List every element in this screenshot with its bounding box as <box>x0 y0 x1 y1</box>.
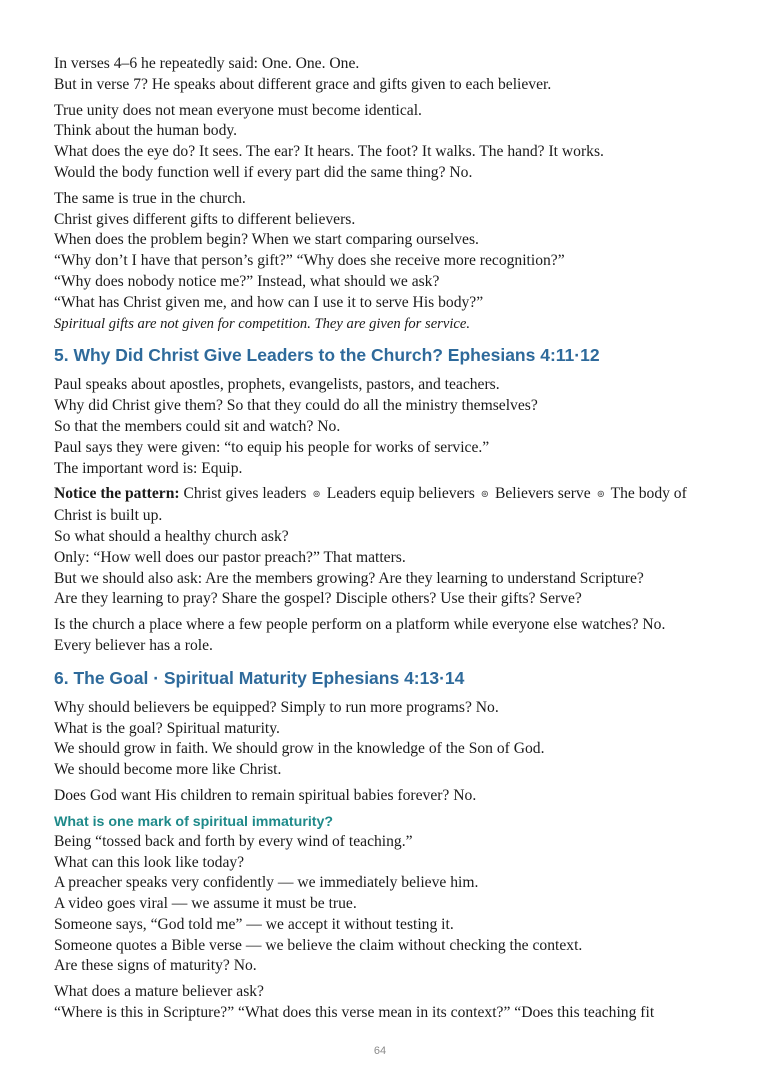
text-line: Why did Christ give them? So that they could do all the ministry themselves? <box>54 397 538 415</box>
italic-summary: Spiritual gifts are not given for competition. They are given for service. <box>54 315 470 332</box>
text-line: So that the members could sit and watch? No. <box>54 417 341 435</box>
pattern-label: Notice the pattern: <box>54 485 180 503</box>
text-line: What can this look like today? <box>54 853 245 871</box>
text-line: “What has Christ given me, and how can I use it to serve His body?” <box>54 293 484 311</box>
circle-arrow-icon: ⊚ <box>312 489 321 501</box>
page-number: 64 <box>373 1045 387 1057</box>
text-line: “Why don’t I have that person’s gift?” “Why does she receive more recognition?” <box>54 252 565 270</box>
text-line: A video goes viral — we assume it must be true. <box>54 895 357 913</box>
text-line: In verses 4–6 he repeatedly said: One. One. One. <box>54 55 360 72</box>
text-line: Someone says, “God told me” — we accept it without testing it. <box>54 915 454 933</box>
text-line: Would the body function well if every part did the same thing? No. <box>54 163 473 181</box>
paragraph-church-gifts <box>54 189 724 335</box>
text-line: We should become more like Christ. <box>54 761 282 779</box>
text-line: What does the eye do? It sees. The ear? It hears. The foot? It walks. The hand? It works. <box>54 143 604 161</box>
section-heading-6: 6. The Goal · Spiritual Maturity Ephesians 4:13·14 <box>54 667 465 688</box>
text-line: Being “tossed back and forth by every wind of teaching.” <box>54 832 413 850</box>
text-line: Paul says they were given: “to equip his people for works of service.” <box>54 438 490 456</box>
paragraph-leaders <box>54 375 724 479</box>
text-line: Paul speaks about apostles, prophets, evangelists, pastors, and teachers. <box>54 376 500 394</box>
pattern-step: Believers serve <box>494 485 591 503</box>
text-line: True unity does not mean everyone must become identical. <box>54 101 422 119</box>
subheading-immaturity: What is one mark of spiritual immaturity? <box>54 813 334 830</box>
text-line: “Where is this in Scripture?” “What does this verse mean in its context?” “Does this teaching fit <box>54 1004 655 1022</box>
paragraph-platform <box>54 615 724 657</box>
paragraph-goal <box>54 698 724 781</box>
text-line: But we should also ask: Are the members growing? Are they learning to understand Scripture? <box>54 569 644 587</box>
circle-arrow-icon: ⊚ <box>480 489 490 501</box>
text-line: Every believer has a role. <box>54 636 213 654</box>
paragraph-pattern <box>54 484 724 610</box>
text-line: Are they learning to pray? Share the gospel? Disciple others? Use their gifts? Serve? <box>54 590 582 608</box>
text-line: Does God want His children to remain spiritual babies forever? No. <box>54 786 477 804</box>
text-line: But in verse 7? He speaks about different grace and gifts given to each believer. <box>54 75 552 93</box>
text-line: Only: “How well does our pastor preach?” That matters. <box>54 548 406 566</box>
paragraph-immaturity-examples <box>54 832 724 978</box>
paragraph-verses-4-7 <box>54 54 724 96</box>
text-line: A preacher speaks very confidently — we immediately believe him. <box>54 874 479 892</box>
text-line: Are these signs of maturity? No. <box>54 957 257 975</box>
text-line: The important word is: Equip. <box>54 459 243 477</box>
text-line: Someone quotes a Bible verse — we believe the claim without checking the context. <box>54 936 583 954</box>
pattern-step: Leaders equip believers <box>326 485 475 503</box>
pattern-step: Christ gives leaders <box>183 485 307 503</box>
text-line: “Why does nobody notice me?” Instead, what should we ask? <box>54 272 440 290</box>
text-line: So what should a healthy church ask? <box>54 527 289 545</box>
text-line: The same is true in the church. <box>54 189 246 207</box>
text-line: When does the problem begin? When we start comparing ourselves. <box>54 231 479 249</box>
text-line: Christ gives different gifts to different believers. <box>54 210 356 228</box>
text-line: What is the goal? Spiritual maturity. <box>54 719 280 737</box>
paragraph-human-body <box>54 101 724 184</box>
text-line: We should grow in faith. We should grow in the knowledge of the Son of God. <box>54 740 545 758</box>
paragraph-spiritual-babies <box>54 786 724 807</box>
text-line: Think about the human body. <box>54 122 238 140</box>
pattern-line <box>54 484 724 527</box>
document-page <box>54 54 724 1029</box>
text-line: What does a mature believer ask? <box>54 983 264 1001</box>
pattern-step: The body of Christ is built up. <box>54 485 687 525</box>
text-line: Why should believers be equipped? Simply to run more programs? No. <box>54 698 499 716</box>
paragraph-mature-believer <box>54 982 724 1024</box>
circle-arrow-icon: ⊚ <box>596 489 605 501</box>
section-heading-5: 5. Why Did Christ Give Leaders to the Church? Ephesians 4:11·12 <box>54 345 600 366</box>
text-line: Is the church a place where a few people perform on a platform while everyone else watches? No. <box>54 616 666 634</box>
